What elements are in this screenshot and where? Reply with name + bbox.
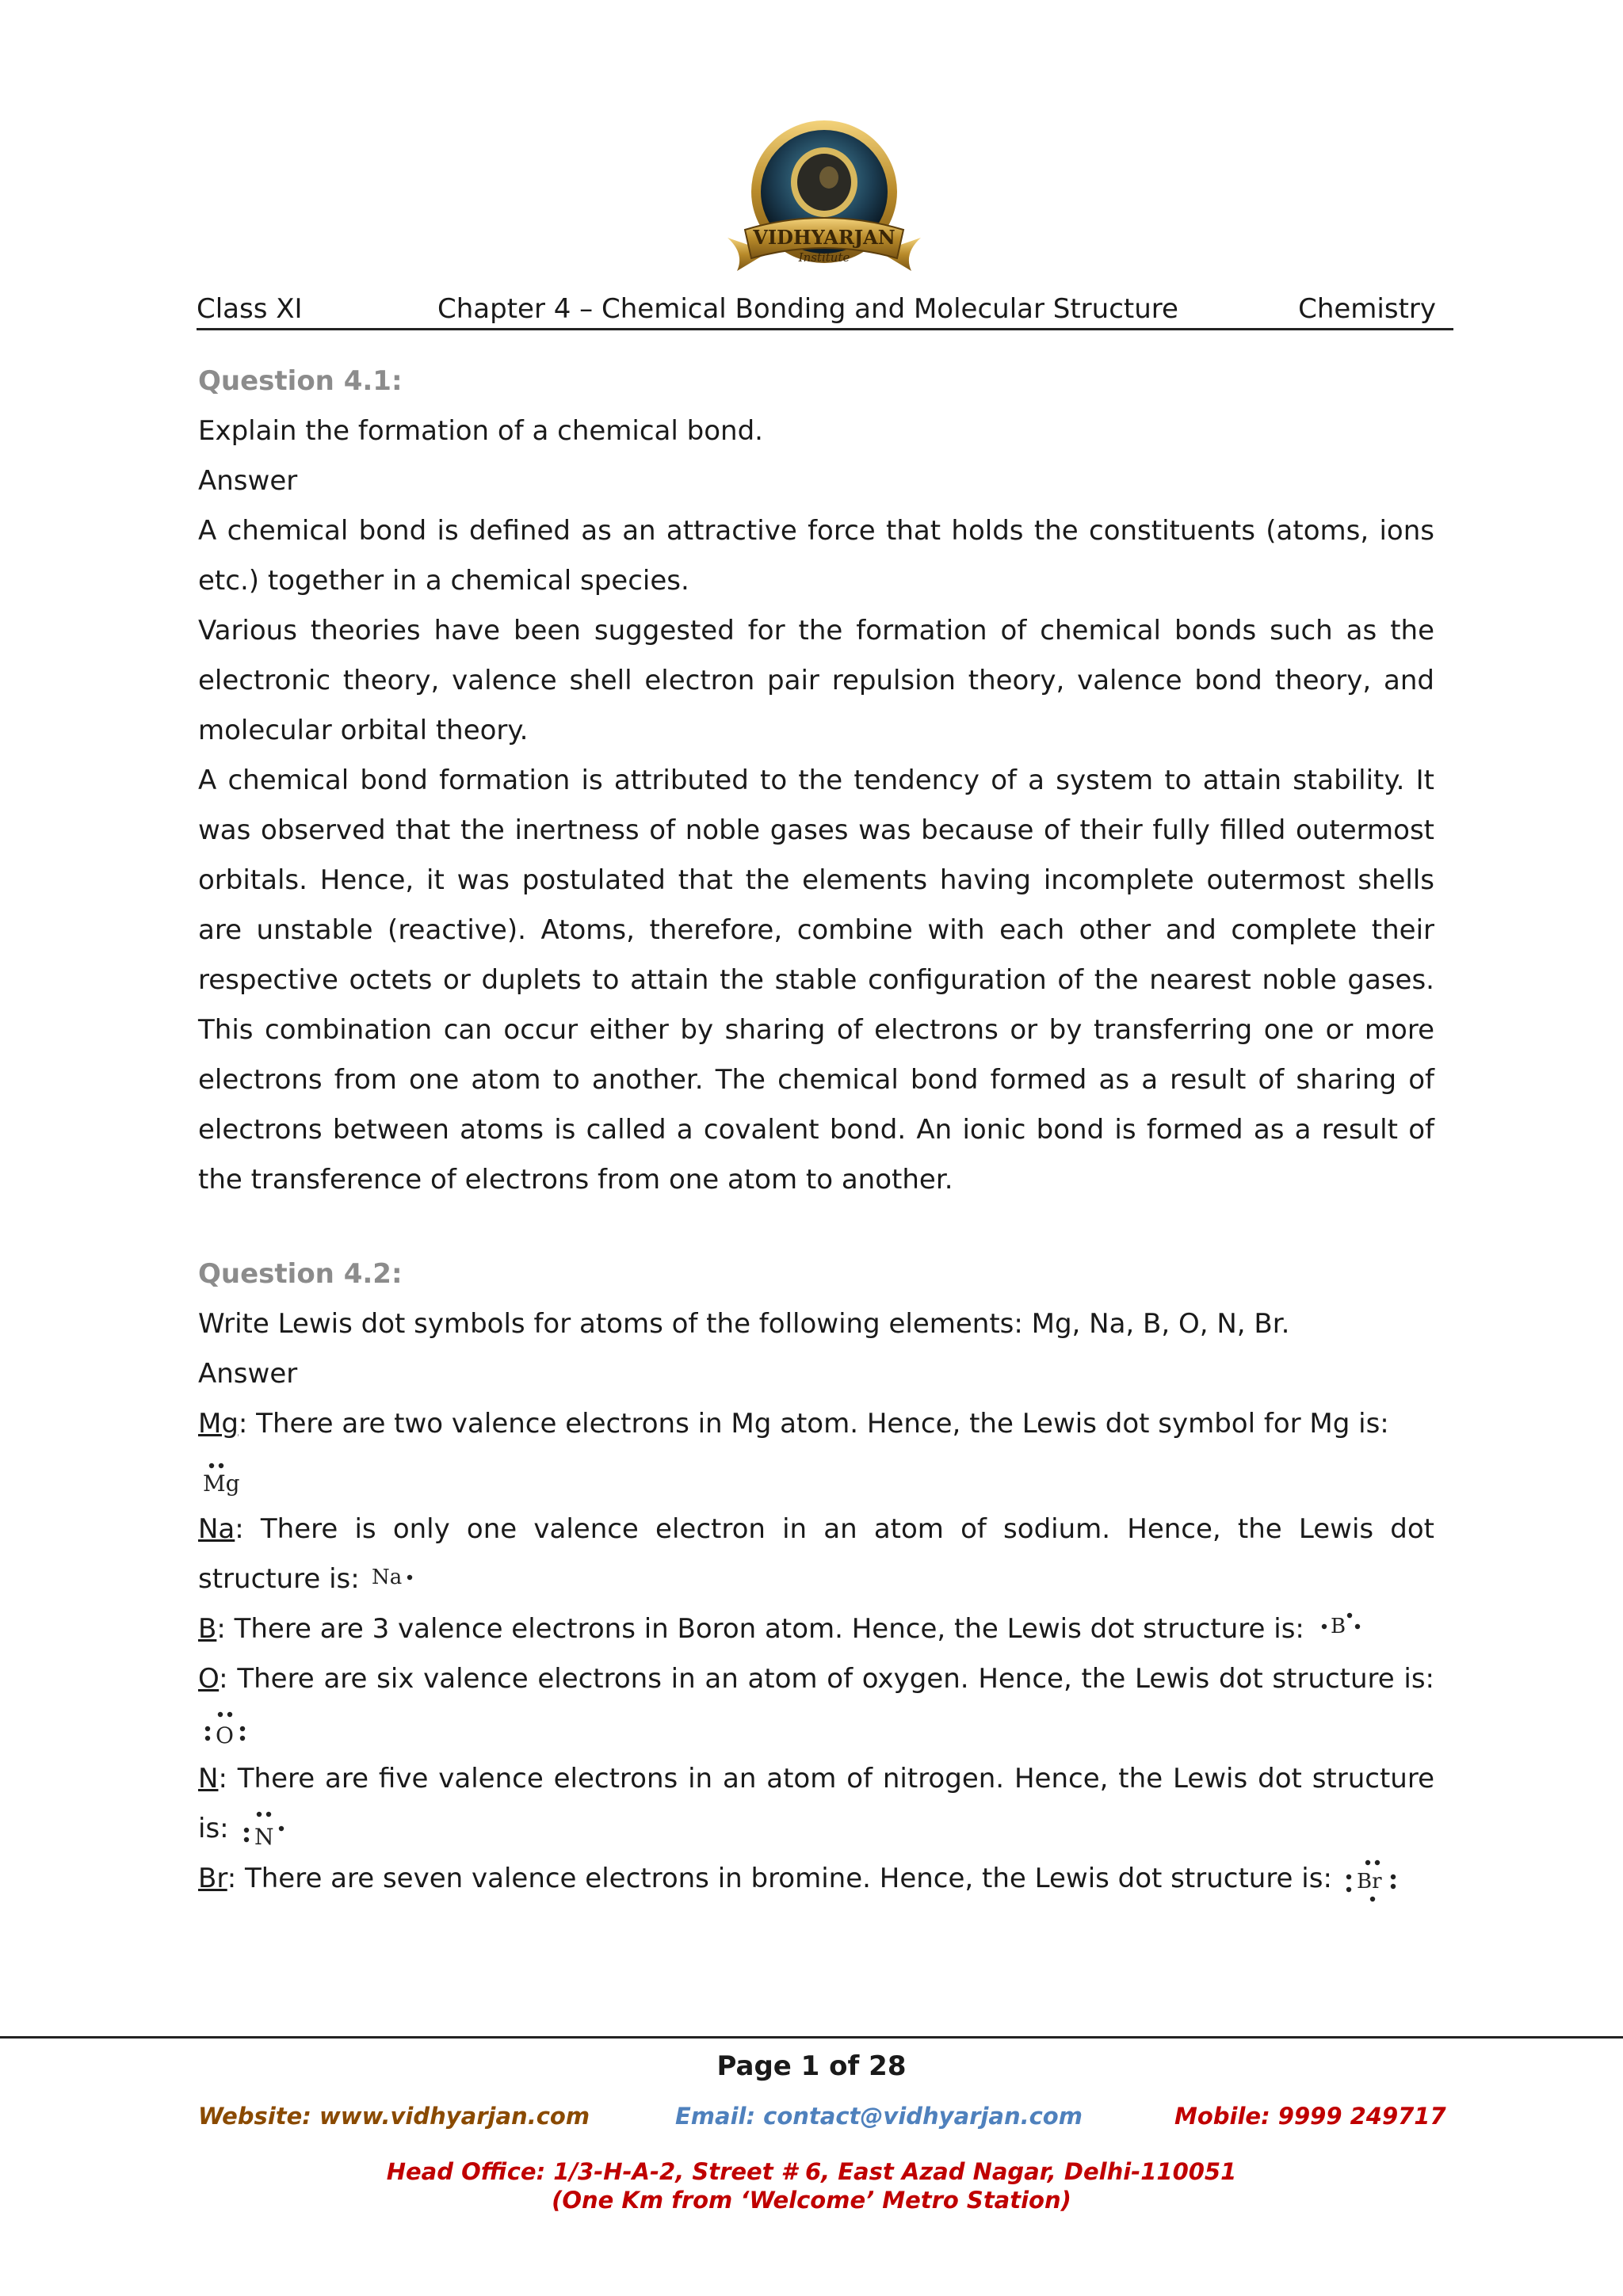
lewis-dot-o: [198, 1708, 254, 1753]
footer-divider: [0, 2036, 1623, 2039]
lewis-dot-na: [369, 1563, 419, 1598]
lewis-symbol-text: N: [254, 1823, 274, 1850]
page-number: Page 1 of 28: [716, 2050, 907, 2082]
footer-office-landmark: (One Km from ‘Welcome’ Metro Station): [552, 2187, 1071, 2214]
lewis-item-n: [198, 1754, 1434, 1854]
footer-mobile: Mobile: 9999 249717: [1174, 2103, 1446, 2130]
lewis-item-b: [198, 1604, 1434, 1654]
element-text: : There are two valence electrons in Mg atom. Hence, the Lewis dot symbol for Mg is:: [238, 1408, 1389, 1440]
element-name: O: [198, 1663, 220, 1695]
lewis-dot-br: [1341, 1856, 1404, 1904]
element-text: : There is only one valence electron in an atom of sodium. Hence, the Lewis dot structure is:: [198, 1513, 1434, 1595]
element-text: : There are 3 valence electrons in Boron atom. Hence, the Lewis dot structure is:: [216, 1613, 1304, 1645]
lewis-symbol-text: Mg: [203, 1470, 240, 1497]
lewis-item-mg: [198, 1399, 1434, 1449]
answer-paragraph: A chemical bond formation is attributed to the tendency of a system to attain stability. It was observed that the inertness of noble gases was because of their fully filled outermost orbitals. Hence, it was postulated that the elements having incomplete outermost shells are unstable (reactive). Atoms, therefore, combine with each other and complete their respective octets or duplets to attain the stable configuration of the nearest noble gases. This combination can occur either by sharing of electrons or by transferring one or more electrons from one atom to another. The chemical bond formed as a result of sharing of electrons between atoms is called a covalent bond. An ionic bond is formed as a result of the transference of electrons from one atom to another.: [198, 765, 1434, 1196]
header-chapter: Chapter 4 – Chemical Bonding and Molecular Structure: [437, 293, 1178, 325]
question-heading: Question 4.1:: [198, 365, 403, 397]
header-subject: Chemistry: [1298, 293, 1436, 325]
lewis-symbol-text: Na: [371, 1565, 402, 1589]
element-name: Mg: [198, 1408, 239, 1440]
lewis-symbol-row: [198, 1449, 1434, 1505]
element-text: : There are six valence electrons in an atom of oxygen. Hence, the Lewis dot structure is:: [219, 1663, 1434, 1695]
footer-email[interactable]: Email: contact@vidhyarjan.com: [675, 2103, 1083, 2130]
footer-website[interactable]: Website: www.vidhyarjan.com: [198, 2103, 590, 2130]
question-text: Explain the formation of a chemical bond.: [198, 415, 763, 447]
element-name: Br: [198, 1863, 227, 1894]
vidhyarjan-logo: [713, 119, 935, 281]
element-name: N: [198, 1763, 219, 1794]
header-class: Class XI: [197, 293, 303, 325]
answer-label: Answer: [198, 1358, 298, 1390]
lewis-symbol-text: B: [1330, 1614, 1346, 1638]
lewis-dot-n: [237, 1808, 292, 1852]
main-content: [198, 357, 1434, 1904]
svg-text:Institute: Institute: [798, 250, 850, 265]
lewis-dot-mg: [198, 1455, 246, 1502]
page-header: [197, 290, 1453, 330]
question-text: Write Lewis dot symbols for atoms of the following elements: Mg, Na, B, O, N, Br.: [198, 1308, 1290, 1340]
lewis-symbol-text: O: [216, 1722, 234, 1749]
lewis-item-br: [198, 1854, 1434, 1904]
footer-office-address: Head Office: 1/3-H-A-2, Street # 6, East Azad Nagar, Delhi-110051: [386, 2158, 1237, 2185]
lewis-item-o: [198, 1654, 1434, 1754]
lewis-dot-b: [1313, 1611, 1365, 1650]
answer-label: Answer: [198, 465, 298, 497]
lewis-item-na: [198, 1505, 1434, 1604]
element-name: Na: [198, 1513, 235, 1545]
element-text: : There are seven valence electrons in bromine. Hence, the Lewis dot structure is:: [227, 1863, 1332, 1894]
element-name: B: [198, 1613, 217, 1645]
element-text: : There are five valence electrons in an atom of nitrogen. Hence, the Lewis dot structure is:: [198, 1763, 1434, 1844]
svg-text:VIDHYARJAN: VIDHYARJAN: [753, 226, 896, 249]
answer-paragraph: Various theories have been suggested for the formation of chemical bonds such as the electronic theory, valence shell electron pair repulsion theory, valence bond theory, and molecular orbital theory.: [198, 615, 1434, 746]
lewis-symbol-text: Br: [1356, 1869, 1382, 1894]
answer-paragraph: A chemical bond is defined as an attractive force that holds the constituents (atoms, ions etc.) together in a chemical species.: [198, 515, 1434, 597]
question-heading: Question 4.2:: [198, 1258, 403, 1290]
